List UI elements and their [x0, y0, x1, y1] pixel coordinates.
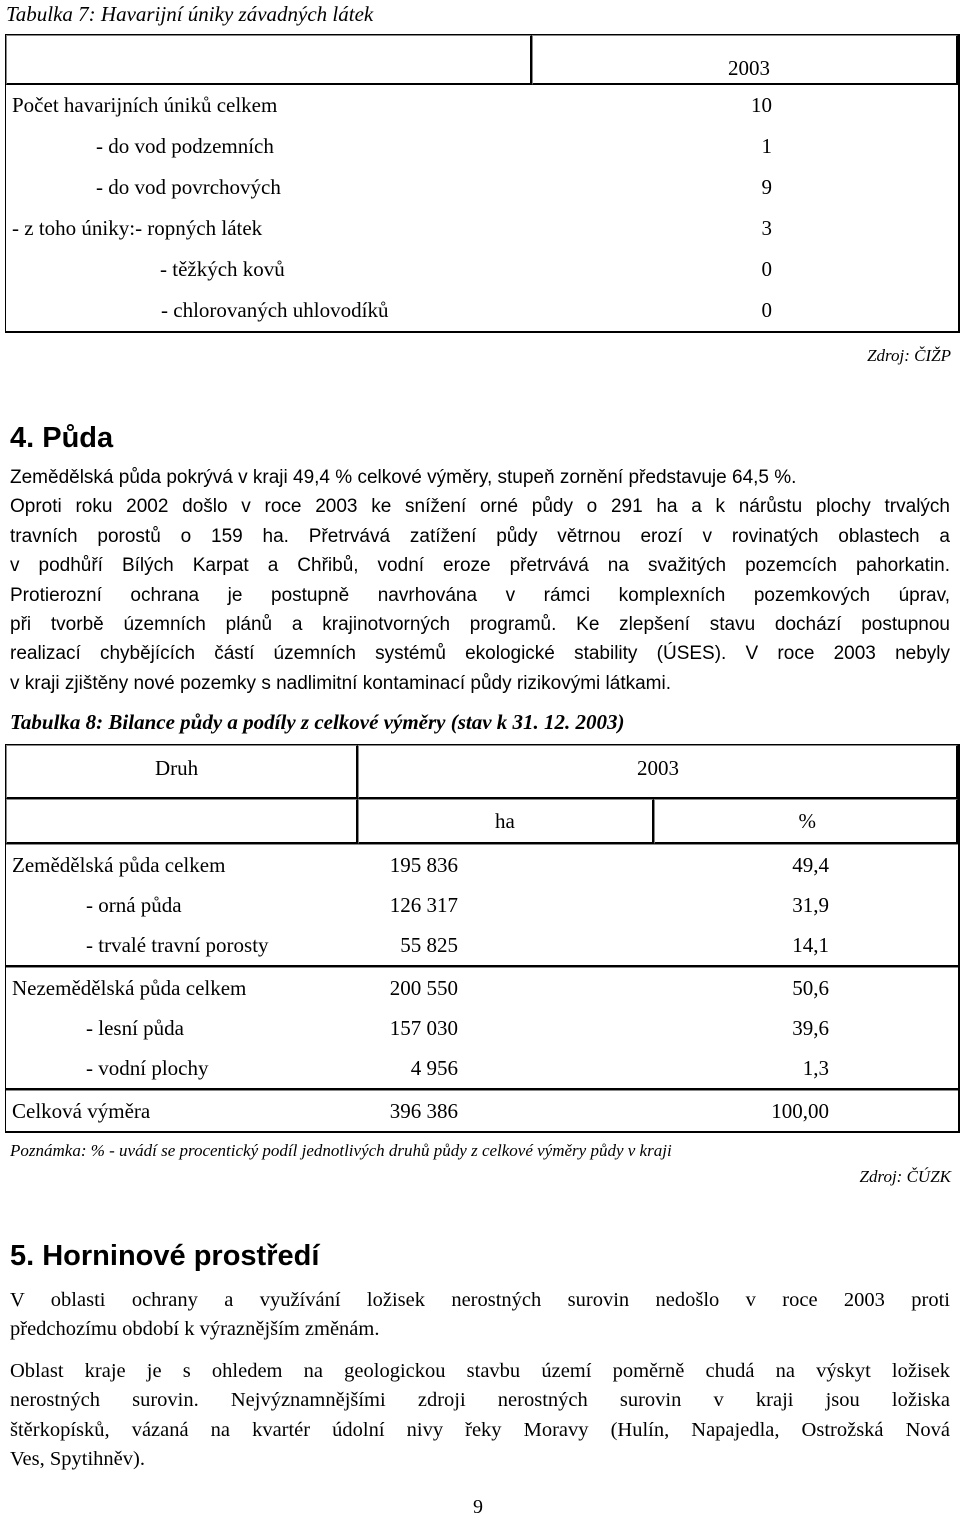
- section4-heading: 4. Půda: [10, 422, 114, 454]
- table8-druh-header: Druh: [6, 745, 358, 799]
- table7-year: 2003: [532, 35, 958, 85]
- table8-pct: 49,4: [654, 844, 958, 885]
- table-row: [6, 1090, 958, 1131]
- table8-ha-header: ha: [358, 799, 654, 844]
- table8-ha: 200 550: [358, 967, 654, 1008]
- table-row: [6, 85, 958, 126]
- table-row: [6, 844, 958, 885]
- table8: [5, 744, 960, 1133]
- text-line: při tvorbě územních plánů a krajinotvorných programů. Ke zlepšení stavu dochází postupnou: [10, 614, 950, 636]
- table8-pct: 14,1: [654, 925, 958, 967]
- text-line: Zemědělská půda pokrývá v kraji 49,4 % celkové výměry, stupeň zornění představuje 64,5 %.: [10, 467, 797, 488]
- section4-paragraph: [10, 463, 950, 698]
- table8-pct: 39,6: [792, 1015, 829, 1040]
- section5-paragraph-1: [10, 1286, 950, 1345]
- table-row: [6, 967, 958, 1008]
- table8-year-header: 2003: [358, 745, 958, 799]
- table8-druh-spacer: [6, 799, 358, 844]
- table7: [5, 34, 960, 333]
- table8-note: Poznámka: % - uvádí se procentický podíl jednotlivých druhů půdy z celkové výměry půdy v kraji: [10, 1141, 672, 1160]
- table7-caption: Tabulka 7: Havarijní úniky závadných látek: [6, 2, 374, 26]
- table7-label: - z toho úniky:- ropných látek: [12, 216, 263, 240]
- table8-label: - orná půda: [86, 892, 182, 917]
- table8-label: Zemědělská půda celkem: [6, 844, 358, 885]
- table7-value: 0: [761, 298, 772, 322]
- table7-value: 9: [761, 175, 772, 199]
- table7-value: 10: [751, 93, 772, 117]
- text-line: předchozímu období k výraznějším změnám.: [10, 1318, 380, 1341]
- table8-label: - lesní půda: [86, 1015, 184, 1040]
- table8-pct: 31,9: [792, 892, 829, 917]
- table8-pct: 50,6: [654, 967, 958, 1008]
- table8-caption: Tabulka 8: Bilance půdy a podíly z celkové výměry (stav k 31. 12. 2003): [10, 710, 625, 734]
- table-row: [6, 925, 958, 967]
- table8-ha: 195 836: [358, 844, 654, 885]
- table-row: [6, 126, 958, 167]
- text-line: v podhůří Bílých Karpat a Chřibů, vodní eroze přetrvává na svažitých pozemcích pahorkatin.: [10, 555, 950, 577]
- table-row: [6, 167, 958, 208]
- table8-pct: 100,00: [654, 1090, 958, 1131]
- table8-ha: 396 386: [358, 1090, 654, 1131]
- table7-value: 1: [761, 134, 772, 158]
- table-row: [6, 35, 958, 85]
- table-row: [6, 208, 958, 249]
- section5-paragraph-2: [10, 1357, 950, 1475]
- text-line: Ves, Spytihněv).: [10, 1448, 145, 1471]
- table-row: [6, 1048, 958, 1090]
- text-line: travních porostů o 159 ha. Přetrvává zatížení půdy větrnou erozí v rovinatých oblastech a: [10, 525, 950, 547]
- table7-label: - těžkých kovů: [160, 257, 285, 281]
- table7-corner: [6, 35, 532, 85]
- table8-label: Celková výměra: [6, 1090, 358, 1131]
- page-number: 9: [473, 1496, 483, 1518]
- text-line: Oblast kraje je s ohledem na geologickou stavbu území poměrně chudá na výskyt ložisek: [10, 1360, 950, 1382]
- table7-label: - chlorovaných uhlovodíků: [161, 298, 389, 322]
- table8-label: Nezemědělská půda celkem: [6, 967, 358, 1008]
- table8-label: - trvalé travní porosty: [6, 925, 358, 967]
- table7-label: Počet havarijních úniků celkem: [12, 93, 278, 117]
- table7-source: Zdroj: ČIŽP: [867, 346, 951, 365]
- table-row: [6, 1008, 958, 1048]
- table-row: [6, 799, 958, 844]
- table8-label: - vodní plochy: [6, 1048, 358, 1090]
- table7-label: - do vod podzemních: [96, 134, 274, 158]
- table-row: [6, 249, 958, 290]
- table8-source: Zdroj: ČÚZK: [859, 1167, 951, 1186]
- text-line: Protierozní ochrana je postupně navrhována v rámci komplexních pozemkových úprav,: [10, 584, 950, 606]
- table-row: [6, 885, 958, 925]
- table8-ha: 157 030: [389, 1015, 458, 1040]
- table-row: [6, 745, 958, 799]
- table7-value: 0: [761, 257, 772, 281]
- table8-ha: 4 956: [358, 1048, 654, 1090]
- table-row: [6, 290, 958, 331]
- text-line: štěrkopísků, vázaná na kvartér údolní nivy řeky Moravy (Hulín, Napajedla, Ostrožská Nová: [10, 1418, 950, 1441]
- text-line: realizací chybějících částí územních systémů ekologické stability (ÚSES). V roce 2003 nebyly: [10, 643, 950, 665]
- text-line: V oblasti ochrany a využívání ložisek nerostných surovin nedošlo v roce 2003 proti: [10, 1289, 950, 1311]
- table7-value: 3: [761, 216, 772, 240]
- table8-ha: 55 825: [358, 925, 654, 967]
- table8-pct-header: %: [654, 799, 958, 844]
- text-line: v kraji zjištěny nové pozemky s nadlimitní kontaminací půdy rizikovými látkami.: [10, 672, 672, 694]
- table8-pct: 1,3: [654, 1048, 958, 1090]
- text-line: Oproti roku 2002 došlo v roce 2003 ke snížení orné půdy o 291 ha a k nárůstu plochy trvalých: [10, 496, 950, 518]
- section5-heading: 5. Horninové prostředí: [10, 1240, 320, 1272]
- table8-ha: 126 317: [389, 892, 458, 917]
- table7-label: - do vod povrchových: [96, 175, 281, 199]
- text-line: nerostných surovin. Nejvýznamnějšími zdroji nerostných surovin v kraji jsou ložiska: [10, 1389, 950, 1412]
